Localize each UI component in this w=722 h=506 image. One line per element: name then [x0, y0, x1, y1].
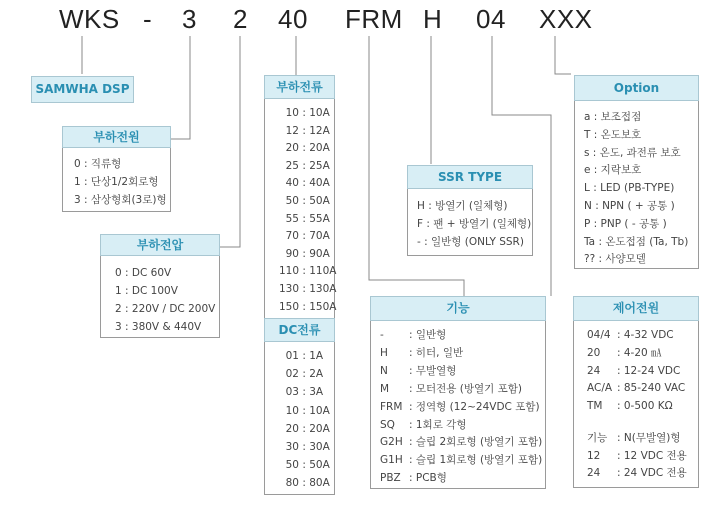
load-current-item — [272, 159, 330, 173]
function-item-key: SQ — [380, 418, 395, 431]
control-power-extra-item — [587, 466, 687, 480]
load-current-sep: : — [299, 247, 310, 260]
load-current-value: 90A — [309, 247, 330, 260]
load-current-sep: : — [299, 107, 310, 119]
function-item — [380, 435, 542, 449]
dc-current-sep: : — [299, 459, 310, 472]
dc-current-item — [272, 422, 330, 436]
load-current-code: 40 — [285, 177, 299, 190]
control-power-item — [587, 364, 680, 378]
load-current-value: 10A — [309, 107, 330, 119]
dc-current-item — [272, 349, 323, 363]
dc-current-code: 03 — [285, 386, 299, 399]
function-item — [380, 453, 542, 467]
dc-current-value: 50A — [309, 459, 330, 472]
control-power-item-key: 04/4 — [587, 329, 611, 341]
load-current-value: 20A — [309, 142, 330, 155]
option-item: Ta : 온도접점 (Ta, Tb) — [584, 235, 689, 248]
control-power-item — [587, 381, 685, 395]
load-current-title: 부하전류 — [264, 75, 335, 99]
function-item-value: : 모터전용 (방열기 포함) — [409, 382, 523, 395]
dc-current-value: 10A — [309, 404, 330, 417]
ssr-type-item: F : 팬 + 방열기 (일체형) — [417, 218, 532, 230]
load-current-item — [272, 141, 330, 155]
dc-current-item — [272, 476, 330, 490]
ssr-type-item: - : 일반형 (ONLY SSR) — [417, 236, 524, 248]
load-current-value: 110A — [309, 265, 337, 278]
load-current-value: 55A — [309, 212, 330, 225]
function-item-value: : 슬립 2회로형 (방열기 포함) — [409, 436, 543, 449]
load-current-item — [272, 124, 330, 138]
dc-current-sep: : — [299, 368, 310, 381]
load-current-item — [272, 194, 330, 208]
control-power-title: 제어전원 — [573, 296, 699, 321]
option-title: Option — [574, 75, 699, 101]
load-power-item: 1 : 단상1/2회로형 — [74, 176, 159, 188]
load-current-code: 25 — [285, 159, 299, 172]
code-segment-function: FRM — [345, 4, 403, 34]
load-current-item — [272, 247, 330, 261]
control-power-item-value: : 0-500 KΩ — [617, 400, 673, 413]
dc-current-value: 30A — [309, 441, 330, 453]
dc-current-value: 80A — [309, 477, 330, 490]
load-current-sep: : — [299, 195, 310, 207]
load-current-value: 50A — [309, 195, 330, 207]
load-voltage-item: 0 : DC 60V — [115, 267, 172, 279]
load-current-item — [272, 212, 330, 226]
load-voltage-item: 1 : DC 100V — [115, 285, 178, 297]
dc-current-code: 20 — [285, 422, 299, 435]
control-power-item-value: : 4-32 VDC — [617, 329, 674, 341]
load-current-sep: : — [299, 283, 310, 295]
dc-current-code: 10 — [285, 404, 299, 417]
code-segment-wks: WKS — [59, 4, 120, 34]
control-power-item-key: TM — [587, 400, 603, 413]
dc-current-item — [272, 458, 330, 472]
option-item: P : PNP ( - 공통 ) — [584, 217, 667, 230]
load-current-item — [272, 229, 330, 243]
control-power-item-key: 24 — [587, 364, 601, 377]
load-current-code: 20 — [285, 142, 299, 155]
control-power-item-value: : 12-24 VDC — [617, 364, 681, 377]
dc-current-code: 30 — [285, 441, 299, 453]
function-item-key: M — [380, 382, 390, 395]
load-voltage-item: 3 : 380V & 440V — [115, 321, 202, 333]
function-item — [380, 400, 540, 414]
function-item — [380, 418, 466, 432]
dc-current-title: DC전류 — [264, 318, 335, 342]
load-current-sep: : — [299, 265, 310, 278]
load-current-sep: : — [299, 159, 310, 172]
function-item — [380, 471, 447, 485]
option-item: ?? : 사양모델 — [584, 253, 646, 266]
control-power-extra-item — [587, 449, 687, 463]
load-power-item: 0 : 직류형 — [74, 158, 122, 170]
function-item-value: : PCB형 — [409, 472, 447, 485]
dc-current-value: 3A — [309, 386, 324, 399]
load-current-code: 150 — [278, 300, 299, 313]
code-segment-load-current: 40 — [278, 4, 308, 34]
load-current-code: 50 — [285, 195, 299, 207]
dc-current-item — [272, 404, 330, 418]
function-title: 기능 — [370, 296, 546, 321]
dc-current-code: 02 — [285, 368, 299, 381]
function-item-key: H — [380, 346, 388, 359]
load-current-item — [272, 282, 336, 296]
code-segment-dash: - — [143, 4, 153, 34]
code-segment-control-power: 04 — [476, 4, 506, 34]
dc-current-sep: : — [299, 350, 310, 362]
control-power-extra-item-value: : 12 VDC 전용 — [617, 449, 687, 462]
option-item: s : 온도, 과전류 보호 — [584, 146, 681, 159]
function-item-value: : 일반형 — [409, 329, 447, 341]
load-power-item: 3 : 삼상형회(3로)형 — [74, 194, 167, 206]
code-segment-option: XXX — [539, 4, 593, 34]
option-item: T : 온도보호 — [584, 128, 642, 141]
control-power-item — [587, 346, 662, 360]
dc-current-code: 50 — [285, 459, 299, 472]
dc-current-sep: : — [299, 477, 310, 490]
control-power-extra-item-value: : N(무발열)형 — [617, 432, 681, 444]
dc-current-code: 01 — [285, 350, 299, 362]
function-item-value: : 정역형 (12~24VDC 포함) — [409, 400, 540, 413]
control-power-item — [587, 328, 674, 342]
function-item — [380, 346, 463, 360]
code-segment-ssr-type: H — [423, 4, 443, 34]
load-current-value: 25A — [309, 159, 330, 172]
load-current-value: 40A — [309, 177, 330, 190]
function-item-value: : 히터, 일반 — [409, 346, 464, 359]
load-current-item — [272, 264, 336, 278]
option-item: N : NPN ( + 공통 ) — [584, 200, 675, 212]
load-current-code: 10 — [285, 107, 299, 119]
option-item: e : 지락보호 — [584, 164, 642, 177]
load-current-item — [272, 106, 330, 120]
function-item-value: : 무발열형 — [409, 364, 457, 377]
function-item-key: FRM — [380, 400, 403, 413]
option-item: a : 보조접점 — [584, 111, 642, 123]
load-current-value: 12A — [309, 124, 330, 137]
load-current-item — [272, 176, 330, 190]
load-current-sep: : — [299, 142, 310, 155]
function-item-key: G1H — [380, 454, 403, 467]
control-power-extra-item — [587, 431, 681, 445]
load-current-sep: : — [299, 300, 310, 313]
load-current-sep: : — [299, 212, 310, 225]
control-power-extra-item-value: : 24 VDC 전용 — [617, 467, 687, 479]
dc-current-item — [272, 367, 323, 381]
ssr-type-item: H : 방열기 (일체형) — [417, 200, 508, 212]
load-voltage-title: 부하전압 — [100, 234, 220, 256]
dc-current-value: 20A — [309, 422, 330, 435]
load-current-code: 110 — [278, 265, 299, 278]
code-segment-load-power: 3 — [182, 4, 197, 34]
code-segment-load-voltage: 2 — [233, 4, 248, 34]
control-power-extra-item-key: 기능 — [587, 432, 608, 444]
dc-current-sep: : — [299, 441, 310, 453]
control-power-item-key: AC/A — [587, 382, 613, 395]
dc-current-sep: : — [299, 422, 310, 435]
function-item-value: : 1회로 각형 — [409, 418, 467, 431]
function-item-value: : 슬립 1회로형 (방열기 포함) — [409, 454, 543, 467]
control-power-item-value: : 85-240 VAC — [617, 382, 686, 395]
load-current-code: 12 — [285, 124, 299, 137]
function-item — [380, 364, 456, 378]
load-current-sep: : — [299, 177, 310, 190]
function-item-key: - — [380, 329, 384, 341]
load-current-item — [272, 300, 336, 314]
load-current-code: 55 — [285, 212, 299, 225]
dc-current-sep: : — [299, 404, 310, 417]
load-current-value: 70A — [309, 230, 330, 243]
load-current-sep: : — [299, 124, 310, 137]
load-current-code: 70 — [285, 230, 299, 243]
load-power-title: 부하전원 — [62, 126, 171, 148]
function-item-key: G2H — [380, 436, 403, 449]
load-current-code: 130 — [278, 283, 299, 295]
brand-label: SAMWHA DSP — [31, 76, 134, 103]
dc-current-value: 1A — [309, 350, 324, 362]
control-power-item-key: 20 — [587, 346, 601, 359]
load-current-value: 150A — [309, 300, 337, 313]
control-power-extra-item-key: 24 — [587, 467, 601, 479]
control-power-item — [587, 399, 673, 413]
function-item-key: PBZ — [380, 472, 401, 485]
dc-current-code: 80 — [285, 477, 299, 490]
dc-current-sep: : — [299, 386, 310, 399]
load-current-value: 130A — [309, 283, 337, 295]
dc-current-item — [272, 440, 330, 454]
control-power-extra-item-key: 12 — [587, 449, 601, 462]
load-voltage-item: 2 : 220V / DC 200V — [115, 303, 216, 315]
control-power-item-value: : 4-20 ㎃ — [617, 346, 662, 359]
dc-current-item — [272, 385, 323, 399]
function-item-key: N — [380, 364, 388, 377]
ssr-type-title: SSR TYPE — [407, 165, 533, 189]
dc-current-value: 2A — [309, 368, 324, 381]
load-current-code: 90 — [285, 247, 299, 260]
function-item — [380, 382, 522, 396]
function-item — [380, 328, 446, 342]
load-current-sep: : — [299, 230, 310, 243]
option-item: L : LED (PB-TYPE) — [584, 182, 675, 195]
